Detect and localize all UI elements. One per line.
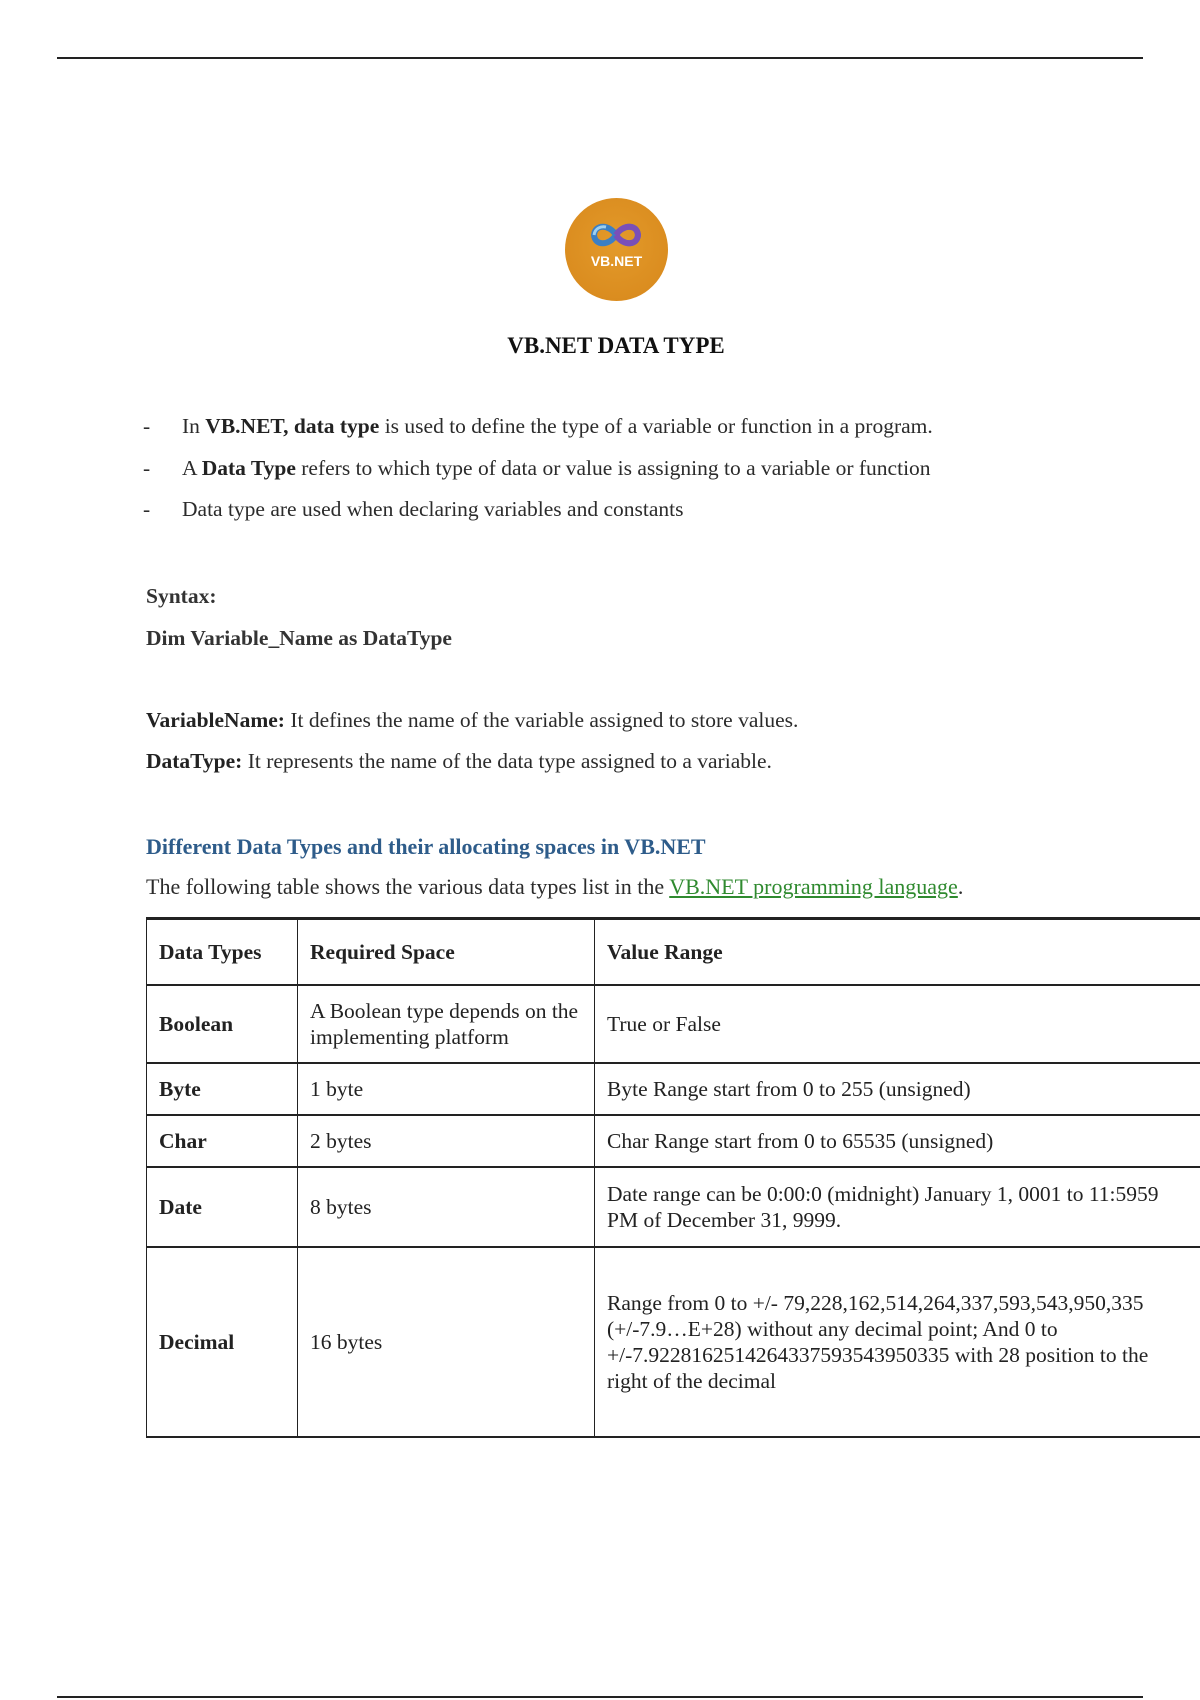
cell-type: Boolean: [147, 985, 298, 1063]
bullet-text: is used to define the type of a variable or function in a program.: [379, 414, 933, 438]
infinity-icon: [585, 218, 648, 252]
table-row: [147, 985, 1200, 1063]
column-header-required-space: Required Space: [298, 919, 595, 986]
cell-space: 1 byte: [298, 1063, 595, 1115]
cell-type: Char: [147, 1115, 298, 1167]
data-types-table: [146, 917, 1200, 1438]
bullet-marker: -: [143, 497, 151, 521]
cell-range: True or False: [595, 985, 1200, 1063]
cell-space: A Boolean type depends on the implementing platform: [298, 985, 595, 1063]
bullet-text: In: [182, 414, 206, 438]
section-heading: Different Data Types and their allocating spaces in VB.NET: [146, 834, 706, 859]
cell-range: Date range can be 0:00:0 (midnight) January 1, 0001 to 11:5959 PM of December 31, 9999.: [595, 1167, 1200, 1247]
definition-variable-name: [146, 708, 798, 733]
intro-period: .: [957, 874, 964, 899]
table-header-row: [147, 919, 1200, 986]
definition-term: DataType:: [146, 749, 243, 773]
cell-space: 16 bytes: [298, 1247, 595, 1437]
definition-text: It defines the name of the variable assigned to store values.: [284, 708, 799, 732]
logo-text: VB.NET: [590, 253, 643, 269]
cell-space: 2 bytes: [298, 1115, 595, 1167]
bullet-marker: -: [143, 455, 151, 480]
bullet-text: Data type are used when declaring variables and constants: [182, 497, 684, 521]
cell-range: Range from 0 to +/- 79,228,162,514,264,337,593,543,950,335 (+/-7.9…E+28) without any decimal point; And 0 to +/-7.9228162514264337593543950335 with 28 position to the right of the decimal: [595, 1247, 1200, 1437]
definition-data-type: [146, 749, 772, 774]
intro-paragraph: [146, 874, 963, 900]
language-link[interactable]: VB.NET programming language: [669, 874, 958, 899]
top-rule: [57, 57, 1143, 59]
definition-text: It represents the name of the data type assigned to a variable.: [242, 749, 772, 773]
vbnet-logo: [565, 198, 668, 301]
cell-type: Byte: [147, 1063, 298, 1115]
bullet-text: refers to which type of data or value is assigning to a variable or function: [295, 455, 931, 480]
syntax-label: Syntax:: [146, 584, 217, 608]
column-header-data-types: Data Types: [147, 919, 298, 986]
table-row: [147, 1063, 1200, 1115]
syntax-code: Dim Variable_Name as DataType: [146, 626, 452, 650]
bullet-text: A: [182, 455, 202, 480]
table-row: [147, 1167, 1200, 1247]
bottom-rule: [57, 1696, 1143, 1698]
cell-type: Decimal: [147, 1247, 298, 1437]
bullet-marker: -: [143, 414, 151, 438]
cell-space: 8 bytes: [298, 1167, 595, 1247]
definition-term: VariableName:: [146, 708, 285, 732]
cell-type: Date: [147, 1167, 298, 1247]
cell-range: Char Range start from 0 to 65535 (unsigned): [595, 1115, 1200, 1167]
intro-text: The following table shows the various data types list in the: [146, 874, 670, 899]
table-row: [147, 1247, 1200, 1437]
table-row: [147, 1115, 1200, 1167]
bullet-bold-text: Data Type: [201, 455, 296, 480]
page-title: VB.NET DATA TYPE: [507, 333, 725, 358]
cell-range: Byte Range start from 0 to 255 (unsigned): [595, 1063, 1200, 1115]
column-header-value-range: Value Range: [595, 919, 1200, 986]
bullet-bold-text: VB.NET, data type: [205, 414, 380, 438]
